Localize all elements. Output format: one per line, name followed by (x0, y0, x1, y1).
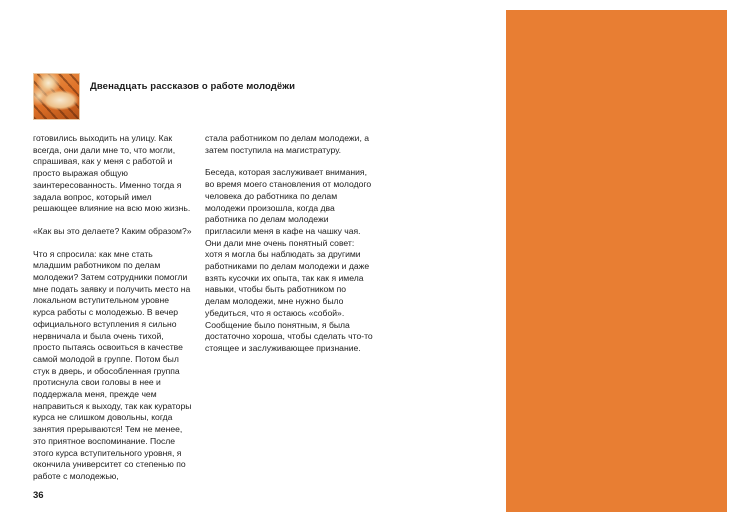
body-paragraph: «Как вы это делаете? Каким образом?» (33, 225, 192, 236)
body-paragraph: готовились выходить на улицу. Как всегда, они дали мне то, что могли, спрашивая, как у меня с работой и просто выражая общую заинтересованность. Именно тогда я задала вопрос, который имел решающее влияние на всю мою жизнь. (33, 133, 191, 214)
orange-blank-page (506, 10, 727, 512)
chapter-thumbnail-image (33, 73, 80, 120)
body-paragraph: стала работником по делам молодежи, а затем поступила на магистратуру. (205, 133, 370, 155)
chapter-header (33, 73, 295, 120)
body-paragraph: Что я спросила: как мне стать младшим работником по делам молодежи? Затем сотрудники помогли мне подать заявку и получить место на локальном вступительном уровне курса работы с молодежью. В вечер официального вступления я сильно нервничала и была очень тихой, просто пытаясь освоиться в качестве самой молодой в группе. Потом был стук в дверь, и обособленная группа протиснула свои головы в нее и поддержала меня, прежде чем направиться к выходу, так как кураторы курса не слишком довольны, когда занятия прерываются! Тем не менее, это приятное воспоминание. После этого курса вступительного уровня, я окончила университет со степенью по работе с молодежью, (33, 248, 192, 481)
page-number: 36 (33, 490, 44, 501)
right-text-column (205, 133, 373, 366)
left-text-column (33, 133, 193, 494)
body-paragraph: Беседа, которая заслуживает внимания, во время моего становления от молодого человека до работника по делам молодежи произошла, когда два работника по делам молодежи пригласили меня в кафе на чашку чая. Они дали мне очень понятный совет: хотя я могла бы наблюдать за другими работниками по делам молодежи и даже взять кусочки их опыта, так как я имела навыки, чтобы быть работником по делам молодежи, мне нужно было убедиться, что я остаюсь «собой». Сообщение было понятным, я была достаточно хороша, чтобы сделать что-то стоящее и заслуживающее признание. (205, 167, 373, 353)
chapter-title: Двенадцать рассказов о работе молодёжи (90, 81, 296, 92)
